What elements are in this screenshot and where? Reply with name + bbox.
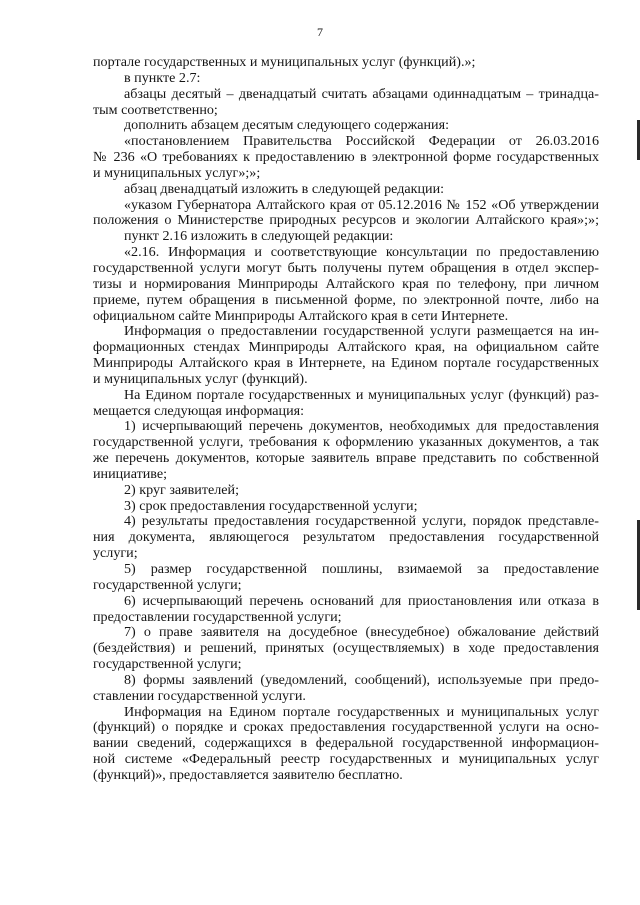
text-line: ставлении государственной услуги. [93, 687, 306, 704]
text-line: абзацы десятый – двенадцатый считать абзацами одиннадцатым – тринадца- [124, 85, 599, 102]
text-line: в пункте 2.7: [124, 69, 201, 86]
text-line: ния документа, являющегося результатом предоставления государственной [93, 529, 599, 546]
text-line: дополнить абзацем десятым следующего содержания: [124, 117, 449, 134]
text-line: абзац двенадцатый изложить в следующей редакции: [124, 180, 445, 197]
text-line: портале государственных и муниципальных услуг (функций).»; [93, 54, 476, 70]
text-line: «2.16. Информация и соответствующие консультации по предоставлению [124, 244, 599, 261]
text-line: положения о Министерстве природных ресурсов и экологии Алтайского края»;»; [93, 212, 599, 229]
text-line: государственной услуги, требования к оформлению указанных документов, а так [93, 434, 599, 451]
text-line: 7) о праве заявителя на досудебное (внесудебное) обжалование действий [124, 624, 599, 641]
text-line: На Едином портале государственных и муниципальных услуг (функций) раз- [124, 386, 599, 403]
text-line: предоставлении государственной услуги; [93, 608, 342, 625]
text-line: государственной услуги; [93, 656, 242, 673]
text-line: инициативе; [93, 465, 168, 482]
text-line: вании сведений, содержащихся в федеральной государственной информацион- [93, 735, 599, 752]
text-line: государственной услуги могут быть получены путем обращения в отдел экспер- [93, 259, 599, 276]
text-line: «указом Губернатора Алтайского края от 05.12.2016 № 152 «Об утверждении [124, 196, 599, 213]
text-line: услуги; [93, 545, 138, 562]
page-number: 7 [317, 25, 323, 39]
text-line: Информация на Едином портале государственных и муниципальных услуг [124, 703, 599, 720]
text-line: 4) результаты предоставления государственной услуги, порядок представле- [124, 513, 599, 530]
text-line: 3) срок предоставления государственной услуги; [124, 497, 418, 514]
text-line: (функций) о порядке и сроках предоставления государственной услуги на осно- [93, 719, 599, 736]
text-line: (бездействия) и решений, принятых (осуществляемых) в ходе предоставления [93, 640, 599, 657]
text-line: приеме, путем обращения в письменной форме, по электронной почте, либо на [93, 291, 599, 308]
text-line: официальном сайте Минприроды Алтайского края в сети Интернете. [93, 307, 509, 324]
text-line: № 236 «О требованиях к предоставлению в электронной форме государственных [93, 149, 599, 166]
text-line: же перечень документов, которые заявитель вправе представить по собственной [93, 450, 599, 467]
text-line: Информация о предоставлении государственной услуги размещается на ин- [124, 323, 599, 340]
text-line: формационных стендах Минприроды Алтайского края, на официальном сайте [93, 339, 599, 356]
text-line: 8) формы заявлений (уведомлений, сообщений), используемые при предо- [124, 671, 599, 688]
text-line: тизы и нормирования Минприроды Алтайского края по телефону, при личном [93, 275, 599, 292]
text-line: мещается следующая информация: [93, 402, 305, 419]
text-line: и муниципальных услуг (функций). [93, 370, 308, 387]
document-body [93, 55, 599, 784]
text-line: ной системе «Федеральный реестр государственных и муниципальных услуг [93, 751, 599, 768]
text-line: 2) круг заявителей; [124, 481, 239, 498]
text-line: (функций)», предоставляется заявителю бесплатно. [93, 766, 403, 783]
text-line: 1) исчерпывающий перечень документов, необходимых для предоставления [124, 418, 599, 435]
text-line: Минприроды Алтайского края в Интернете, на Едином портале государственных [93, 355, 599, 372]
text-line: и муниципальных услуг»;»; [93, 164, 261, 181]
text-line: пункт 2.16 изложить в следующей редакции: [124, 228, 394, 245]
text-line: «постановлением Правительства Российской Федерации от 26.03.2016 [124, 133, 599, 150]
text-line: 6) исчерпывающий перечень оснований для приостановления или отказа в [124, 592, 599, 609]
text-line: тым соответственно; [93, 101, 218, 118]
text-line: государственной услуги; [93, 576, 242, 593]
text-line: 5) размер государственной пошлины, взимаемой за предоставление [124, 561, 599, 577]
